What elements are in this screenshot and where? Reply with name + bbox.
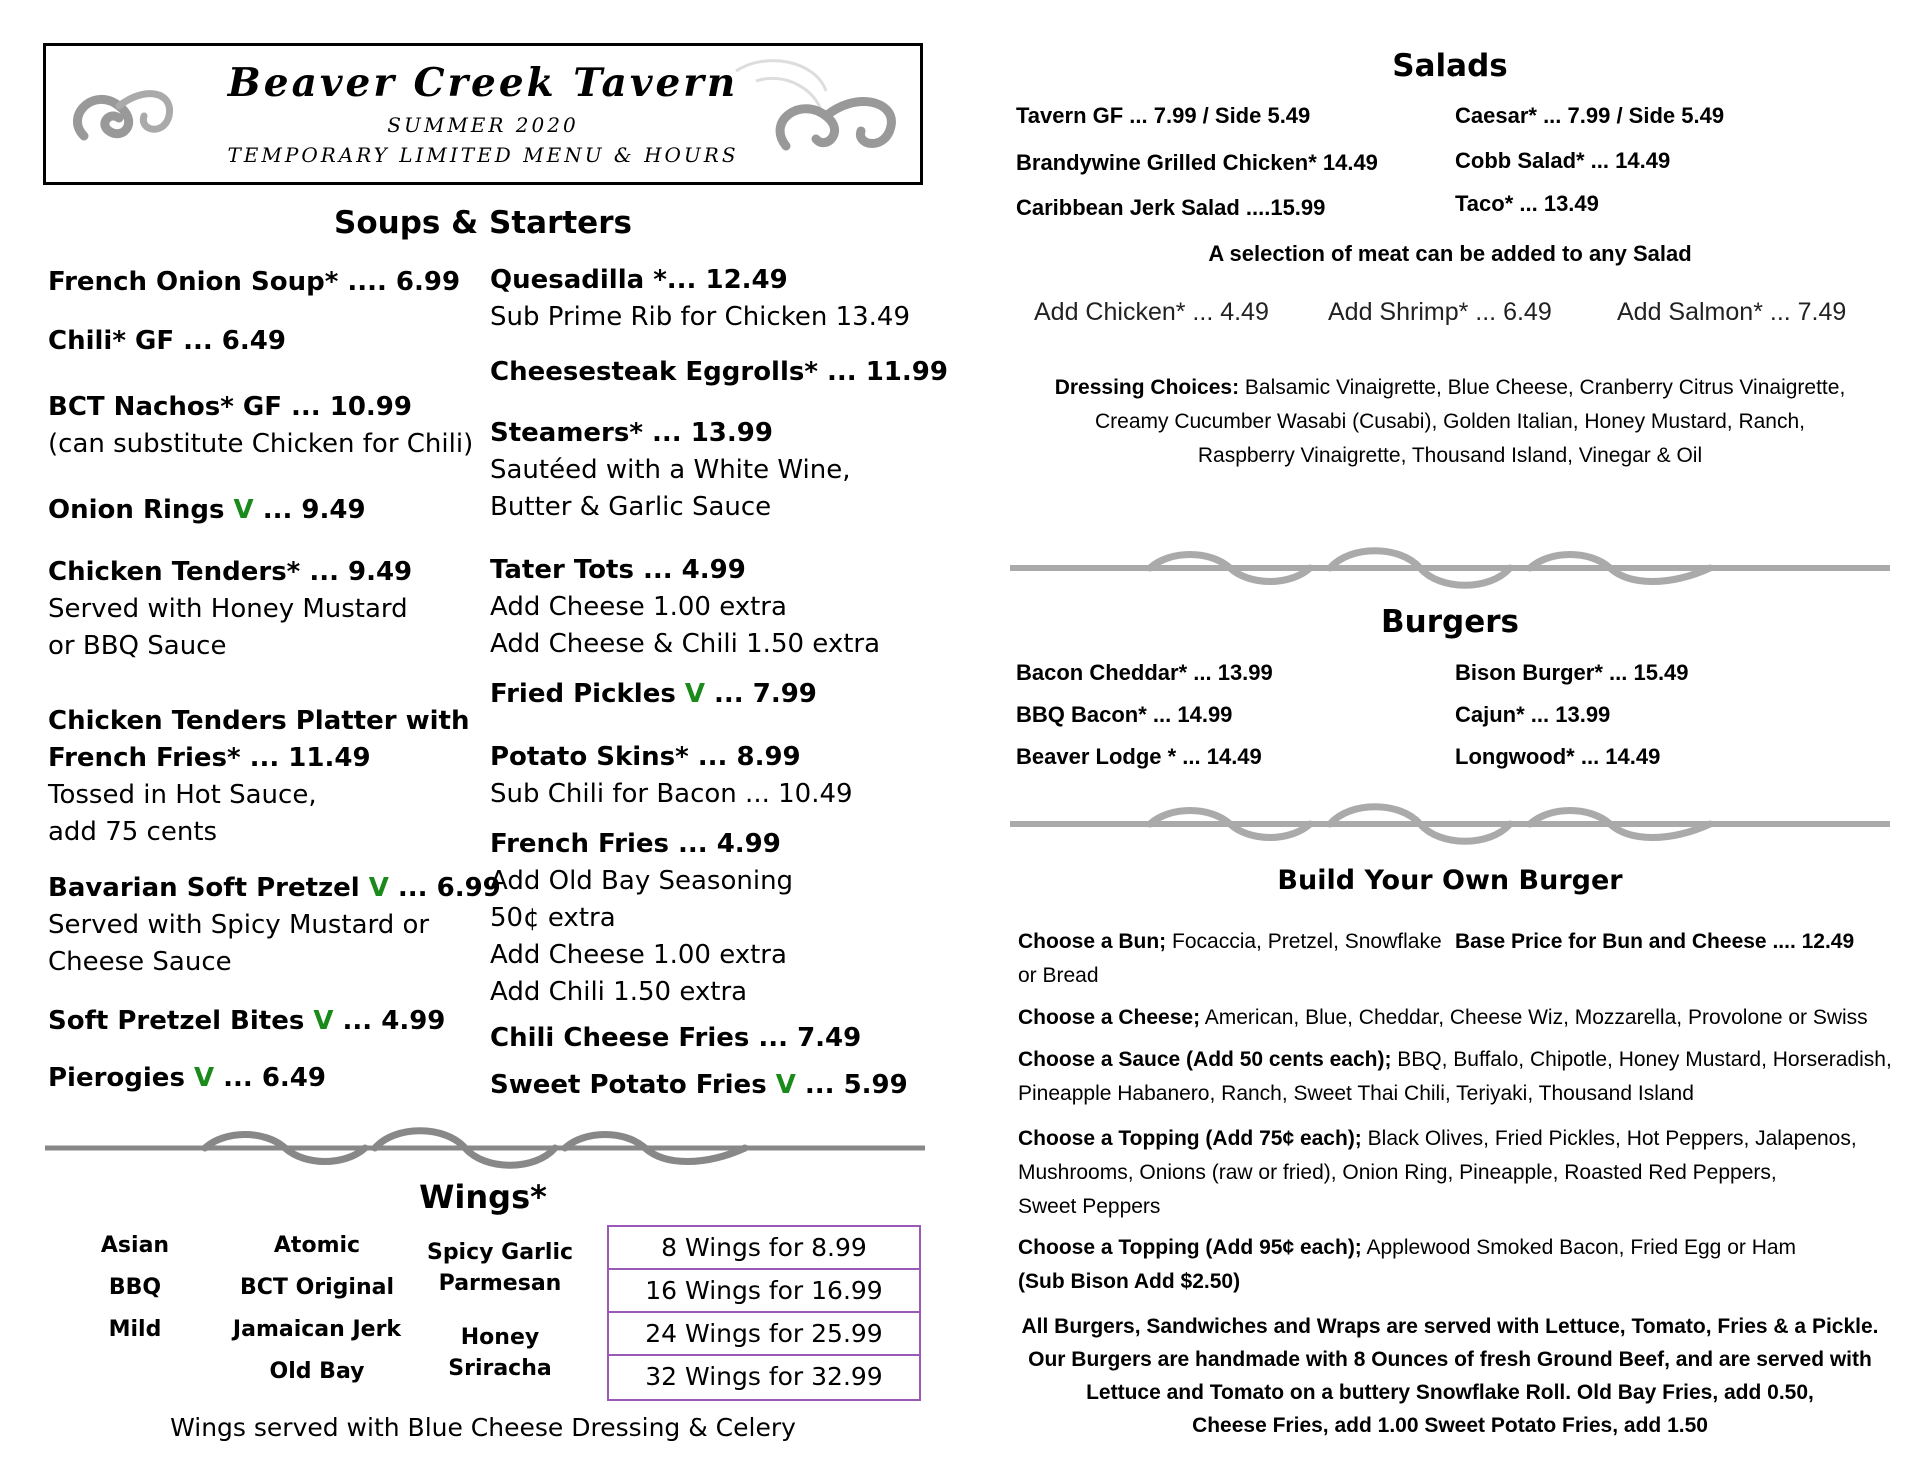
menu-item-desc: Sautéed with a White Wine, [490,455,851,485]
menu-item-caribbean-salad: Caribbean Jerk Salad ....15.99 [1016,195,1326,220]
menu-item-cobb-salad: Cobb Salad* ... 14.49 [1455,148,1671,173]
menu-item-desc: Cheese Sauce [48,947,232,977]
wing-price-row: 24 Wings for 25.99 [609,1313,919,1356]
wings-title: Wings* [419,1178,547,1216]
byo-bison-sub: (Sub Bison Add $2.50) [1018,1270,1241,1293]
dressing-choices [1000,371,1900,473]
salads-title: Salads [1392,48,1508,84]
menu-item-fried-pickles: Fried Pickles V ... 7.99 [490,679,817,709]
menu-item-desc: Add Cheese 1.00 extra [490,940,787,970]
byo-bun: Choose a Bun; Focaccia, Pretzel, Snowflake [1018,930,1442,953]
footnote-line: Cheese Fries, add 1.00 Sweet Potato Fries, add 1.50 [1192,1414,1708,1437]
menu-item-desc: Sub Chili for Bacon ... 10.49 [490,779,853,809]
wing-flavor: Jamaican Jerk [232,1317,402,1342]
soups-title: Soups & Starters [334,205,632,241]
wing-flavor: Sriracha [448,1356,552,1381]
byo-topping-75: Choose a Topping (Add 75¢ each); Black Olives, Fried Pickles, Hot Peppers, Jalapenos, [1018,1127,1857,1150]
wing-flavor: Mild [108,1317,162,1342]
menu-item-taco-salad: Taco* ... 13.49 [1455,191,1599,216]
byo-sauce-cont: Pineapple Habanero, Ranch, Sweet Thai Chili, Teriyaki, Thousand Island [1018,1082,1694,1105]
wing-flavor: Old Bay [269,1359,365,1384]
menu-item-desc: Sub Prime Rib for Chicken 13.49 [490,302,910,332]
menu-item-beaver-lodge: Beaver Lodge * ... 14.49 [1016,744,1262,769]
menu-item-desc: or BBQ Sauce [48,631,227,661]
menu-item-steamers: Steamers* ... 13.99 [490,418,773,448]
menu-item-bison-burger: Bison Burger* ... 15.49 [1455,660,1689,685]
byo-cheese: Choose a Cheese; American, Blue, Cheddar, Cheese Wiz, Mozzarella, Provolone or Swiss [1018,1006,1868,1029]
dressing-line: Dressing Choices: Balsamic Vinaigrette, Blue Cheese, Cranberry Citrus Vinaigrette, [1054,376,1846,399]
menu-item-tenders-platter: Chicken Tenders Platter with [48,706,470,736]
menu-item-sweet-potato-fries: Sweet Potato Fries V ... 5.99 [490,1070,908,1100]
menu-item-brandywine: Brandywine Grilled Chicken* 14.49 [1016,150,1378,175]
menu-item-onion-rings: Onion Rings V ... 9.49 [48,495,366,525]
season-label: SUMMER 2020 [387,113,579,137]
vegetarian-mark: V [193,1063,215,1093]
menu-item-desc: Add Cheese & Chili 1.50 extra [490,629,881,659]
menu-item-quesadilla: Quesadilla *... 12.49 [490,265,788,295]
menu-item-pretzel-bites: Soft Pretzel Bites V ... 4.99 [48,1006,446,1036]
wing-flavor: BBQ [108,1275,162,1300]
menu-item-desc: Served with Honey Mustard [48,594,408,624]
vegetarian-mark: V [368,873,389,903]
menu-item-tavern-salad: Tavern GF ... 7.99 / Side 5.49 [1016,103,1311,128]
menu-item-cajun: Cajun* ... 13.99 [1455,702,1611,727]
byo-sauce: Choose a Sauce (Add 50 cents each); BBQ, Buffalo, Chipotle, Honey Mustard, Horseradish, [1018,1048,1892,1071]
menu-item-desc: Tossed in Hot Sauce, [48,780,317,810]
wing-flavor: BCT Original [239,1275,394,1300]
menu-item-bbq-bacon: BBQ Bacon* ... 14.99 [1016,702,1233,727]
dressing-line: Raspberry Vinaigrette, Thousand Island, Vinegar & Oil [1197,444,1703,467]
wing-price-row: 8 Wings for 8.99 [609,1227,919,1270]
byo-topping-75-cont: Sweet Peppers [1018,1195,1161,1218]
ornament-divider-icon [1010,801,1890,847]
menu-item-tater-tots: Tater Tots ... 4.99 [490,555,746,585]
wing-flavor: Parmesan [438,1271,562,1296]
wing-flavor: Spicy Garlic [426,1240,574,1265]
wing-flavor: Asian [100,1233,170,1258]
menu-item-french-onion: French Onion Soup* .... 6.99 [48,267,461,297]
byo-base-price: Base Price for Bun and Cheese .... 12.49 [1455,930,1855,953]
dressing-line: Creamy Cucumber Wasabi (Cusabi), Golden Italian, Honey Mustard, Ranch, [1094,410,1805,433]
vegetarian-mark: V [775,1070,796,1100]
menu-item-caesar-salad: Caesar* ... 7.99 / Side 5.49 [1455,103,1725,128]
menu-item-bavarian-pretzel: Bavarian Soft Pretzel V ... 6.99 [48,873,501,903]
menu-item-eggrolls: Cheesesteak Eggrolls* ... 11.99 [490,357,948,387]
menu-subtitle: TEMPORARY LIMITED MENU & HOURS [227,143,739,167]
burger-footnote [1000,1310,1900,1442]
menu-item-nachos: BCT Nachos* GF ... 10.99 [48,392,412,422]
menu-item-desc: 50¢ extra [490,903,616,933]
menu-item-bacon-cheddar: Bacon Cheddar* ... 13.99 [1016,660,1273,685]
header-box [43,43,923,185]
byo-title: Build Your Own Burger [1277,865,1623,896]
menu-item-desc: add 75 cents [48,817,218,847]
ornament-divider-icon [1010,545,1890,591]
restaurant-name: Beaver Creek Tavern [227,60,739,106]
menu-item-desc: Served with Spicy Mustard or [48,910,430,940]
menu-item-potato-skins: Potato Skins* ... 8.99 [490,742,801,772]
wing-price-table [607,1225,921,1401]
menu-item-pierogies: Pierogies V ... 6.49 [48,1063,326,1093]
wing-price-row: 32 Wings for 32.99 [645,1362,883,1391]
footnote-line: Lettuce and Tomato on a buttery Snowflake Roll. Old Bay Fries, add 0.50, [1086,1381,1814,1404]
menu-item-tenders-platter-price: French Fries* ... 11.49 [48,743,371,773]
menu-item-longwood: Longwood* ... 14.49 [1455,744,1661,769]
menu-item-desc: Add Cheese 1.00 extra [490,592,787,622]
ornament-divider-icon [45,1125,925,1171]
menu-item-chicken-tenders: Chicken Tenders* ... 9.49 [48,557,413,587]
salad-addon: Add Salmon* ... 7.49 [1617,298,1847,326]
vegetarian-mark: V [313,1006,334,1036]
byo-topping-75-cont: Mushrooms, Onions (raw or fried), Onion Ring, Pineapple, Roasted Red Peppers, [1018,1161,1777,1184]
burgers-title: Burgers [1381,604,1519,640]
menu-item-chili: Chili* GF ... 6.49 [48,326,286,356]
wing-flavor: Honey [460,1325,540,1350]
vegetarian-mark: V [233,495,254,525]
wing-flavor: Atomic [273,1233,361,1258]
menu-item-french-fries: French Fries ... 4.99 [490,829,781,859]
menu-item-desc: Add Chili 1.50 extra [490,977,748,1007]
wings-note: Wings served with Blue Cheese Dressing & Celery [170,1413,796,1442]
menu-item-desc: Butter & Garlic Sauce [490,492,772,522]
byo-topping-95: Choose a Topping (Add 95¢ each); Applewood Smoked Bacon, Fried Egg or Ham [1018,1236,1797,1259]
footnote-line: Our Burgers are handmade with 8 Ounces of fresh Ground Beef, and are served with [1028,1348,1872,1371]
salad-meat-note: A selection of meat can be added to any Salad [1208,241,1692,266]
footnote-line: All Burgers, Sandwiches and Wraps are served with Lettuce, Tomato, Fries & a Pickle. [1021,1315,1879,1338]
salad-addon: Add Chicken* ... 4.49 [1034,298,1269,326]
menu-item-desc: Add Old Bay Seasoning [490,866,794,896]
menu-item-desc: (can substitute Chicken for Chili) [48,429,474,459]
vegetarian-mark: V [684,679,705,709]
wing-price-row: 16 Wings for 16.99 [609,1270,919,1313]
salad-addon: Add Shrimp* ... 6.49 [1328,298,1552,326]
menu-item-chili-cheese-fries: Chili Cheese Fries ... 7.49 [490,1023,862,1053]
byo-bun-cont: or Bread [1018,964,1099,987]
